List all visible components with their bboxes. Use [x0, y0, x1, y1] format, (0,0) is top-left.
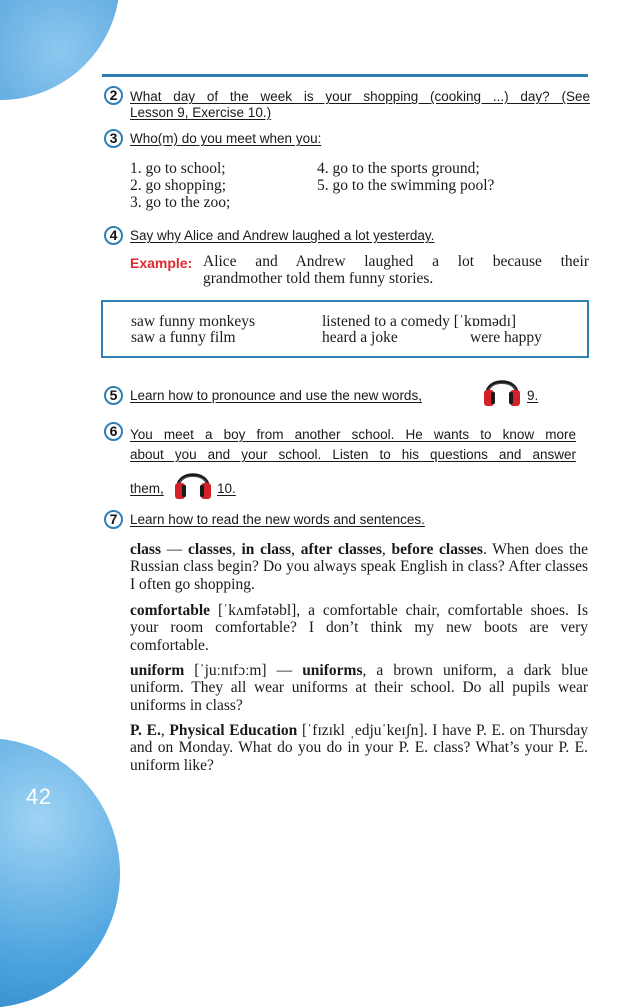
example-line-2: grandmother told them funny stories.	[203, 270, 434, 287]
corner-decoration-top	[0, 0, 120, 100]
exercise-2-task	[130, 89, 590, 121]
headphones-icon[interactable]	[482, 370, 522, 413]
comma: ,	[291, 541, 295, 558]
list-item: 4. go to the sports ground;	[317, 160, 480, 177]
list-item: 2. go shopping;	[130, 177, 227, 194]
exercise-6-line2: about you and your school. Listen to his questions and answer	[130, 447, 576, 462]
separator: ,	[160, 722, 170, 739]
page-number: 42	[26, 784, 52, 809]
list-item: 3. go to the zoo;	[130, 194, 231, 211]
exercise-2-line1: What day of the week is your shopping (cooking ...) day? (See	[130, 89, 590, 104]
exercise-6-track: 10.	[217, 481, 236, 496]
exercise-6-line3: them,	[130, 481, 164, 496]
ex3-list-column-1	[130, 160, 230, 211]
headword: classes	[187, 541, 232, 558]
exercise-number-6: 6	[104, 422, 123, 441]
headword: comfortable	[130, 602, 211, 619]
exercise-number-2: 2	[104, 86, 123, 105]
top-rule	[102, 74, 588, 77]
exercise-6-line1: You meet a boy from another school. He wants to know more	[130, 427, 576, 442]
example-sentences: When does the Russian class begin? Do you always speak English in class? After classes I often go shopping.	[130, 541, 589, 593]
box-phrase: heard a joke	[322, 329, 398, 346]
headword: uniforms	[302, 662, 363, 679]
vocab-entry-comfortable	[130, 602, 588, 654]
exercise-7-task: Learn how to read the new words and sentences.	[130, 512, 425, 527]
comma: ,	[231, 541, 236, 558]
exercise-3-task: Who(m) do you meet when you:	[130, 131, 322, 146]
vocab-entry-uniform	[130, 662, 588, 714]
comma: ,	[381, 541, 386, 558]
box-phrase: were happy	[470, 329, 542, 346]
exercise-5-text: Learn how to pronounce and use the new words,	[130, 388, 422, 403]
transcription: [ˈjuːnɪfɔːm] —	[184, 662, 303, 679]
exercise-6-task	[130, 425, 576, 465]
example-sentences: , a brown uniform, a dark blue uniform. They all wear uniforms at their school. Do all pupils wear uniforms in class?	[130, 662, 589, 714]
example-line-1: Alice and Andrew laughed a lot because their	[203, 253, 589, 270]
exercise-number-5: 5	[104, 386, 123, 405]
box-phrase: saw funny monkeys	[131, 313, 255, 330]
exercise-4-task: Say why Alice and Andrew laughed a lot yesterday.	[130, 228, 435, 243]
dash: —	[166, 541, 183, 558]
headword: uniform	[130, 662, 185, 679]
headphones-icon[interactable]	[173, 463, 213, 506]
box-phrase: listened to a comedy [ˈkɒmədɪ]	[322, 313, 517, 330]
example-sentences: [ˈfɪzɪkl ˌedjuˈkeɪʃn]. I have P. E. on Thursday and on Monday. What do you do in your P. E. class? What’s your P. E. uniform like?	[130, 722, 589, 774]
box-phrase: saw a funny film	[131, 329, 236, 346]
period: .	[482, 541, 487, 558]
exercise-number-7: 7	[104, 510, 123, 529]
corner-decoration-bottom	[0, 738, 120, 1008]
headword: after classes	[300, 541, 382, 558]
exercise-5-track: 9.	[527, 388, 539, 403]
headword: before classes	[391, 541, 483, 558]
headword: class	[130, 541, 161, 558]
example-sentences: [ˈkʌmfətəbl], a comfortable chair, comfortable shoes. Is your room comfortable? I don’t think my new boots are very comfortable.	[130, 602, 588, 654]
vocab-entry-class	[130, 541, 588, 593]
example-label: Example:	[130, 255, 193, 271]
headword: P. E.	[130, 722, 161, 739]
list-item: 1. go to school;	[130, 160, 226, 177]
headword: in class	[241, 541, 292, 558]
ex3-list-column-2	[317, 160, 494, 194]
vocab-entry-pe	[130, 722, 588, 774]
exercise-5-task	[130, 388, 422, 403]
exercise-number-4: 4	[104, 226, 123, 245]
exercise-number-3: 3	[104, 129, 123, 148]
headword: Physical Education	[169, 722, 298, 739]
list-item: 5. go to the swimming pool?	[317, 177, 495, 194]
exercise-2-line2: Lesson 9, Exercise 10.)	[130, 105, 272, 120]
